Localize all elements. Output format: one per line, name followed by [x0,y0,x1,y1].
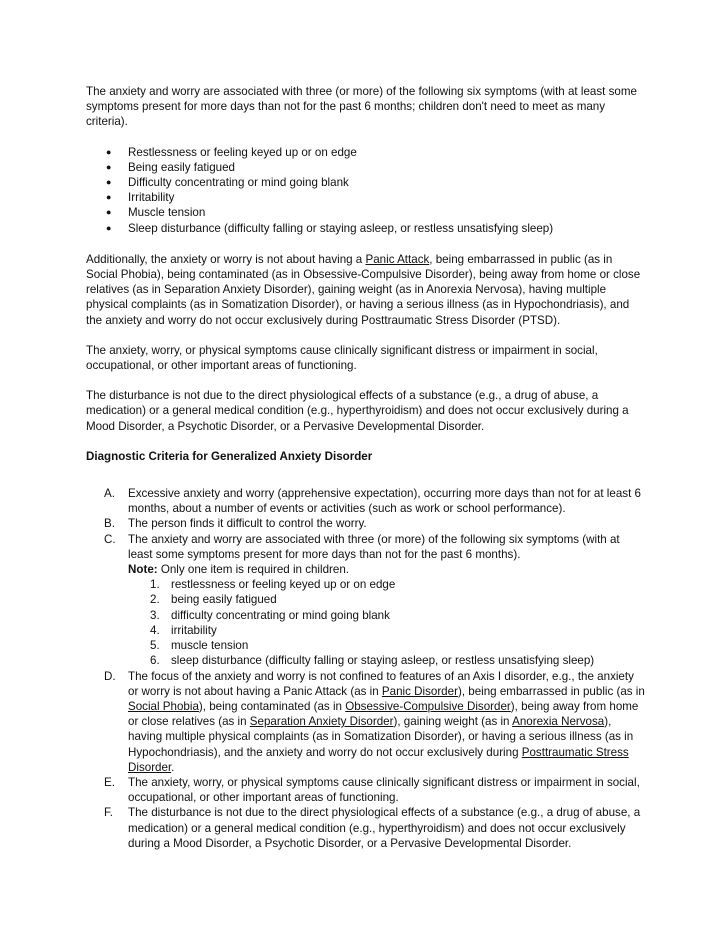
symptom-text: Sleep disturbance (difficulty falling or staying asleep, or restless unsatisfying sleep) [128,221,554,235]
criterion-text: The disturbance is not due to the direct physiological effects of a substance (e.g., a drug of abuse, a medication) or a general medical condition (e.g., hyperthyroidism) and does not occur exclusively during a Mood Disorder, a Psychotic Disorder, or a Pervasive Developmental Disorder. [128,806,641,850]
ptsd-link[interactable]: Posttraumatic Stress Disorder [128,745,629,774]
criterion-text: ), having multiple physical complaints (as in Somatization Disorder), or having a serious illness (as in Hypochondriasis), and the anxiety and worry do not occur exclusively during [128,715,634,759]
list-item [128,592,646,607]
criterion-text: . [171,760,175,774]
criteria-list [86,486,646,851]
note-label: Note: [128,563,158,577]
criterion-text: The person finds it difficult to control the worry. [128,517,367,531]
bullet-icon: ● [106,207,112,218]
criterion-marker: E. [104,775,115,789]
list-item [86,190,646,205]
list-item [128,623,646,638]
social-phobia-link[interactable]: Social Phobia [128,699,199,713]
list-item [86,175,646,190]
item-number: 3. [150,608,160,622]
symptom-text: Difficulty concentrating or mind going blank [128,176,349,190]
panic-attack-link[interactable]: Panic Attack [365,252,430,266]
symptom-text: Restlessness or feeling keyed up or on edge [128,145,357,159]
item-text: muscle tension [171,639,249,653]
item-number: 2. [150,593,160,607]
separation-anxiety-link[interactable]: Separation Anxiety Disorder [249,715,394,729]
bullet-icon: ● [106,222,112,233]
list-item [86,221,646,236]
distress-paragraph: The anxiety, worry, or physical symptoms cause clinically significant distress or impairment in social, occupational, or other important areas of functioning. [86,343,598,373]
bullet-icon: ● [106,192,112,203]
criterion-text: The focus of the anxiety and worry is not confined to features of an Axis I disorder, e.g., the anxiety or worry is not about having a Panic Attack (as in [128,669,634,698]
item-number: 5. [150,639,160,653]
symptom-text: Being easily fatigued [128,160,235,174]
criterion-a [86,486,646,516]
paragraph-text: Additionally, the anxiety or worry is not about having a [86,252,366,266]
physiological-paragraph: The disturbance is not due to the direct physiological effects of a substance (e.g., a drug of abuse, a medication) or a general medical condition (e.g., hyperthyroidism) and does not occur exclusively during a Mood Disorder, a Psychotic Disorder, or a Pervasive Developmental Disorder. [86,389,629,433]
criterion-c-sublist [128,577,646,668]
criterion-d [86,669,646,775]
item-text: being easily fatigued [171,593,277,607]
item-number: 1. [150,578,160,592]
bullet-icon: ● [106,146,112,157]
bullet-icon: ● [106,177,112,188]
criterion-marker: A. [104,487,115,501]
list-item [128,638,646,653]
intro-paragraph: The anxiety and worry are associated with three (or more) of the following six symptoms (with at least some symptoms present for more days than not for the past 6 months; children don't need to meet as many criteria). [86,85,637,129]
list-item [86,205,646,220]
bullet-icon: ● [106,161,112,172]
anorexia-nervosa-link[interactable]: Anorexia Nervosa [512,715,605,729]
criterion-e [86,775,646,805]
list-item [86,160,646,175]
criterion-text: The anxiety and worry are associated with three (or more) of the following six symptoms (with at least some symptoms present for more days than not for the past 6 months). [128,532,620,561]
symptom-text: Irritability [128,191,175,205]
list-item [128,608,646,623]
list-item [128,653,646,668]
panic-disorder-link[interactable]: Panic Disorder [381,684,458,698]
criterion-marker: B. [104,517,115,531]
criterion-marker: C. [104,532,116,546]
ocd-link[interactable]: Obsessive-Compulsive Disorder [345,699,511,713]
document-page [86,84,646,851]
note-text: Only one item is required in children. [157,563,350,577]
item-number: 4. [150,623,160,637]
criterion-marker: D. [104,669,116,683]
criterion-text: ), being contaminated (as in [198,699,346,713]
criterion-b [86,516,646,531]
criterion-c [86,532,646,669]
item-text: difficulty concentrating or mind going blank [171,608,390,622]
item-number: 6. [150,654,160,668]
list-item [128,577,646,592]
symptom-text: Muscle tension [128,206,206,220]
paragraph-text: , being embarrassed in public (as in Social Phobia), being contaminated (as in Obsessive-Compulsive Disorder), being away from home or close relatives (as in Separation Anxiety Disorder), gaining weight (as in Anorexia Nervosa), having multiple physical complaints (as in Somatization Disorder), or having a serious illness (as in Hypochondriasis), and the anxiety and worry do not occur exclusively during Posttraumatic Stress Disorder (PTSD). [86,252,641,327]
criterion-text: ), gaining weight (as in [393,715,513,729]
criterion-text: The anxiety, worry, or physical symptoms cause clinically significant distress or impairment in social, occupational, or other important areas of functioning. [128,775,640,805]
criterion-text: ), being away from home or close relatives (as in [128,699,639,729]
item-text: sleep disturbance (difficulty falling or staying asleep, or restless unsatisfying sleep) [171,654,595,668]
criterion-text: ), being embarrassed in public (as in [457,684,645,698]
criterion-marker: F. [104,806,114,820]
additional-paragraph [86,252,646,328]
symptom-list [86,145,646,236]
criterion-f [86,805,646,851]
list-item [86,145,646,160]
criteria-heading: Diagnostic Criteria for Generalized Anxiety Disorder [86,449,373,463]
item-text: restlessness or feeling keyed up or on edge [171,578,396,592]
item-text: irritability [171,623,217,637]
criterion-text: Excessive anxiety and worry (apprehensive expectation), occurring more days than not for at least 6 months, about a number of events or activities (such as work or school performance). [128,487,641,516]
